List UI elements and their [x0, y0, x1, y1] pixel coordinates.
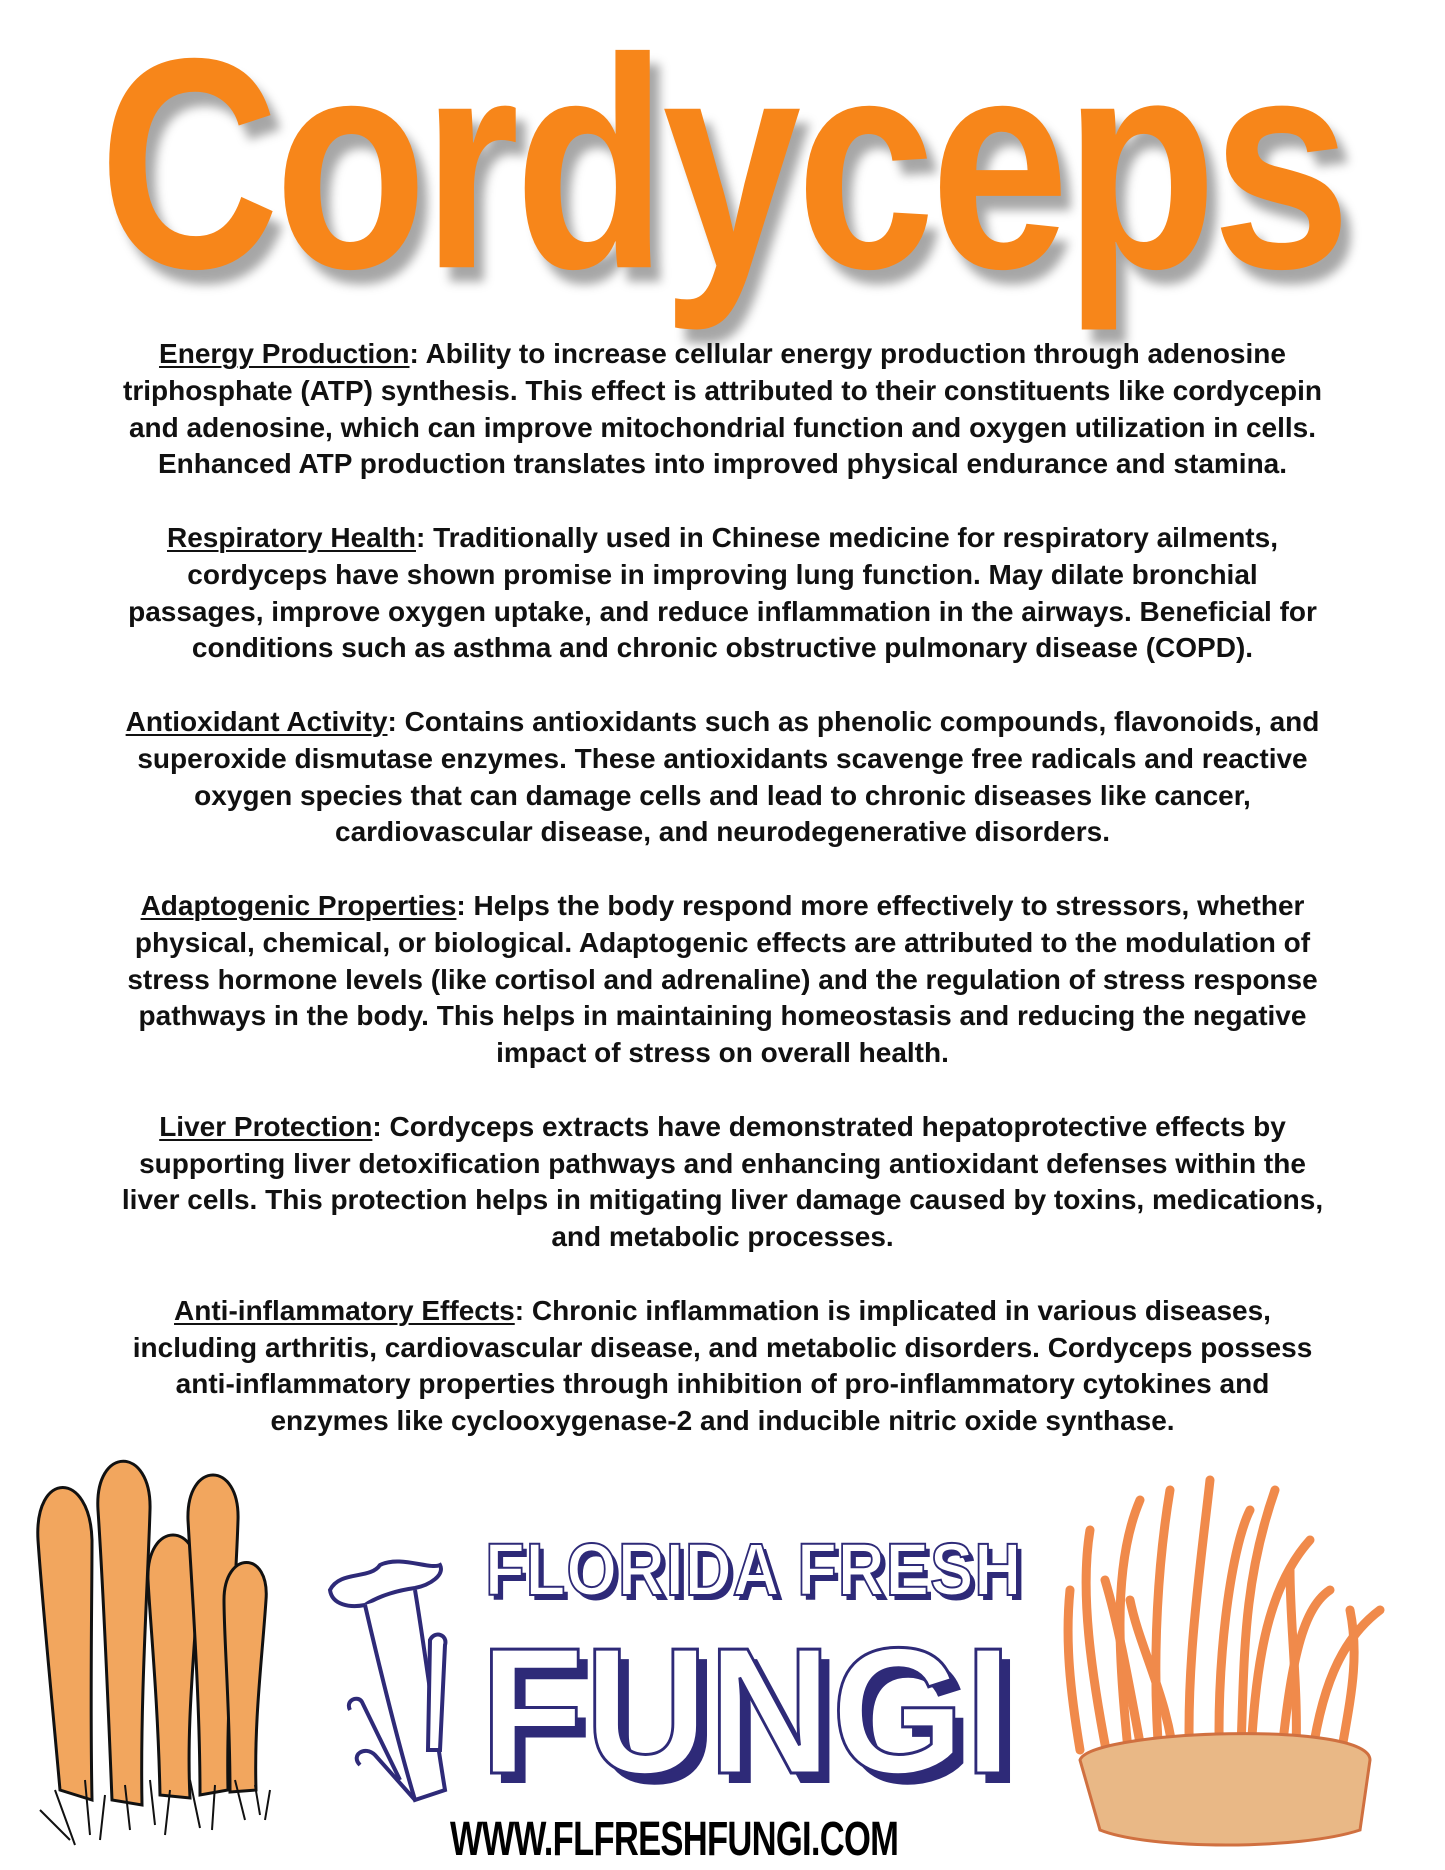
logo-text-fungi: FUNGI: [480, 1611, 1012, 1812]
benefit-text: oxygen species that can damage cells and lead to chronic diseases like cancer,: [194, 779, 1251, 811]
paragraph-line: [20, 1366, 1425, 1403]
benefit-paragraph: [20, 520, 1425, 667]
benefit-paragraph: [20, 1293, 1425, 1440]
paragraph-line: [20, 1146, 1425, 1183]
paragraph-line: [20, 410, 1425, 447]
paragraph-line: [20, 594, 1425, 631]
oyster-mushroom-logo-icon: [320, 1550, 470, 1810]
benefit-paragraph: [20, 704, 1425, 851]
benefit-text: passages, improve oxygen uptake, and reduce inflammation in the airways. Beneficial for: [128, 595, 1317, 627]
benefit-text: liver cells. This protection helps in mitigating liver damage caused by toxins, medications,: [121, 1184, 1324, 1216]
page-title: Cordyceps: [98, 0, 1347, 331]
paragraph-line: [20, 814, 1425, 851]
benefit-text: triphosphate (ATP) synthesis. This effect is attributed to their constituents like cordycepin: [123, 374, 1322, 406]
cordyceps-illustration-icon: [30, 1450, 290, 1850]
benefit-text: and adenosine, which can improve mitochondrial function and oxygen utilization in cells.: [128, 411, 1317, 443]
paragraph-line: [20, 888, 1425, 925]
benefit-text: superoxide dismutase enzymes. These antioxidants scavenge free radicals and reactive: [137, 742, 1308, 774]
benefit-heading: Anti-inflammatory Effects: [174, 1294, 515, 1326]
benefit-text: conditions such as asthma and chronic obstructive pulmonary disease (COPD).: [191, 632, 1254, 664]
paragraph-line: [20, 1330, 1425, 1367]
paragraph-line: [20, 1219, 1425, 1256]
benefit-heading: Liver Protection: [159, 1110, 373, 1142]
benefit-heading: Adaptogenic Properties: [140, 889, 457, 921]
benefit-text: cardiovascular disease, and neurodegenerative disorders.: [335, 816, 1110, 848]
benefit-text: physical, chemical, or biological. Adaptogenic effects are attributed to the modulation of: [134, 926, 1311, 958]
benefit-text: impact of stress on overall health.: [496, 1037, 949, 1069]
benefit-text: supporting liver detoxification pathways and enhancing antioxidant defenses within the: [139, 1147, 1306, 1179]
benefit-text: pathways in the body. This helps in maintaining homeostasis and reducing the negative: [138, 1000, 1307, 1032]
benefit-text: and metabolic processes.: [551, 1221, 894, 1253]
paragraph-line: [20, 925, 1425, 962]
paragraph-line: [20, 704, 1425, 741]
benefit-text: : Chronic inflammation is implicated in various diseases,: [514, 1294, 1271, 1326]
cordyceps-photo-icon: [1050, 1470, 1410, 1850]
paragraph-line: [20, 962, 1425, 999]
website-url: WWW.FLFRESHFUNGI.COM: [450, 1813, 899, 1866]
logo-text-florida-fresh: FLORIDA FRESH: [485, 1528, 1023, 1611]
benefit-paragraph: [20, 1109, 1425, 1256]
benefit-text: including arthritis, cardiovascular disease, and metabolic disorders. Cordyceps possess: [132, 1331, 1313, 1363]
benefit-heading: Respiratory Health: [167, 521, 416, 553]
benefit-text: enzymes like cyclooxygenase-2 and inducible nitric oxide synthase.: [270, 1405, 1175, 1437]
benefit-heading: Energy Production: [159, 338, 410, 369]
benefit-text: : Helps the body respond more effectively to stressors, whether: [456, 889, 1305, 921]
benefit-text: cordyceps have shown promise in improving lung function. May dilate bronchial: [187, 558, 1258, 590]
paragraph-line: [20, 557, 1425, 594]
florida-fresh-fungi-logo: [320, 1528, 1023, 1870]
benefit-paragraph: [20, 336, 1425, 483]
benefit-text: Enhanced ATP production translates into improved physical endurance and stamina.: [157, 448, 1288, 480]
paragraph-line: [20, 1035, 1425, 1072]
benefit-text: : Ability to increase cellular energy production through adenosine: [409, 338, 1286, 369]
paragraph-line: [20, 1109, 1425, 1146]
paragraph-line: [20, 1403, 1425, 1440]
paragraph-line: [20, 336, 1425, 373]
benefit-text: anti-inflammatory properties through inhibition of pro-inflammatory cytokines and: [175, 1368, 1270, 1400]
benefit-text: : Traditionally used in Chinese medicine for respiratory ailments,: [415, 521, 1278, 553]
benefit-paragraph: [20, 888, 1425, 1072]
paragraph-line: [20, 778, 1425, 815]
benefit-heading: Antioxidant Activity: [125, 705, 388, 737]
paragraph-line: [20, 741, 1425, 778]
paragraph-line: [20, 373, 1425, 410]
benefit-text: stress hormone levels (like cortisol and adrenaline) and the regulation of stress response: [127, 963, 1318, 995]
paragraph-line: [20, 630, 1425, 667]
benefits-list: [20, 336, 1425, 1440]
paragraph-line: [20, 1293, 1425, 1330]
paragraph-line: [20, 520, 1425, 557]
benefit-text: : Contains antioxidants such as phenolic compounds, flavonoids, and: [387, 705, 1320, 737]
benefit-text: : Cordyceps extracts have demonstrated hepatoprotective effects by: [372, 1110, 1286, 1142]
paragraph-line: [20, 1182, 1425, 1219]
paragraph-line: [20, 446, 1425, 483]
paragraph-line: [20, 998, 1425, 1035]
